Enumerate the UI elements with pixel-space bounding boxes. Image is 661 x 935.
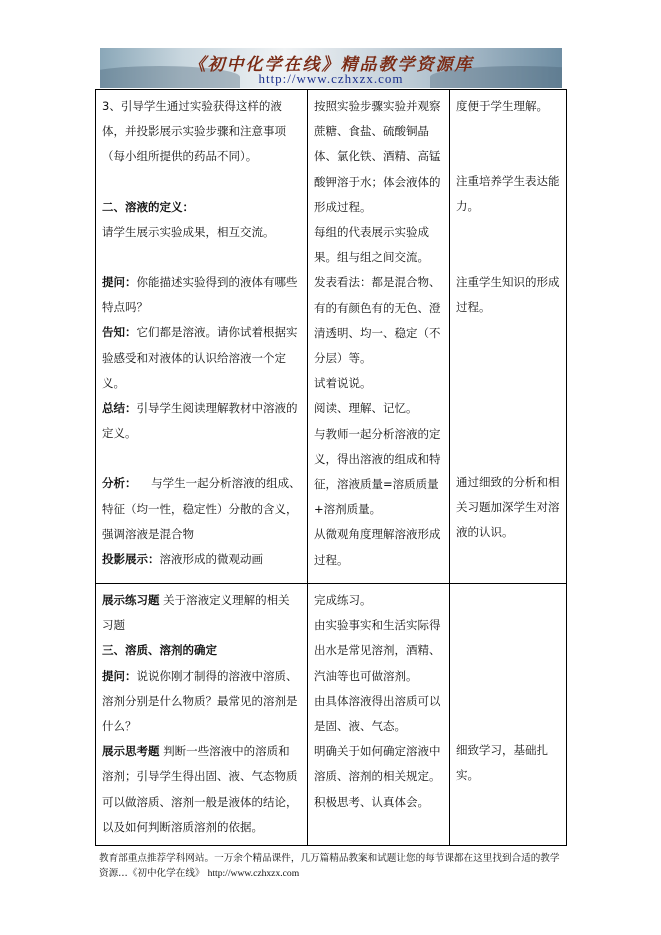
student-activity-text: 按照实验步骤实验并观察蔗糖、食盐、硫酸铜晶体、氯化铁、酒精、高锰酸钾溶于水；体会液体的形成过程。 — [314, 99, 441, 214]
exercise-label: 展示练习题 — [102, 593, 160, 607]
student-activity-cell — [308, 90, 450, 584]
analysis-text: 与学生一起分析溶液的组成、特征（均一性，稳定性）分散的含义，强调溶液是混合物 — [102, 476, 301, 541]
question-text: 说说你刚才制得的溶液中溶质、溶剂分别是什么物质？最常见的溶剂是什么？ — [102, 668, 298, 734]
header-banner — [100, 48, 562, 88]
student-activity-text: 阅读、理解、记忆。 — [314, 401, 418, 416]
question-label: 提问： — [102, 275, 137, 290]
question-block — [102, 270, 301, 320]
student-activity-cell — [308, 584, 450, 846]
banner-title: 《初中化学在线》精品教学资源库 — [188, 55, 474, 75]
student-activity-text: 发表看法：都是混合物、有的有颜色有的无色、澄清透明、均一、稳定（不分层）等。 — [314, 275, 441, 366]
page-footer — [99, 851, 569, 881]
student-activity-text: 明确关于如何确定溶液中溶质、溶剂的相关规定。 — [314, 744, 441, 784]
thinking-text: 判断一些溶液中的溶质和溶剂；引导学生得出固、液、气态物质可以做溶质、溶剂一般是液体的结论，以及如何判断溶质溶剂的依据。 — [102, 744, 298, 834]
design-intent-text: 注重培养学生表达能力。 — [456, 174, 560, 214]
section-title: 三、溶质、溶剂的确定 — [102, 643, 217, 658]
analysis-block — [102, 471, 301, 547]
student-activity-text: 由具体溶液得出溶质可以是固、液、气态。 — [314, 693, 441, 734]
design-intent-text: 度便于学生理解。 — [456, 99, 548, 113]
design-intent-cell — [450, 584, 567, 846]
student-activity-text: 试着说说。 — [314, 376, 372, 391]
summary-text: 引导学生阅读理解教材中溶液的定义。 — [102, 401, 298, 441]
analysis-label: 分析： — [102, 476, 137, 491]
design-intent-text: 通过细致的分析和相关习题加深学生对溶液的认识。 — [456, 475, 560, 540]
lesson-plan-table — [95, 89, 567, 846]
projection-label: 投影展示： — [102, 552, 160, 567]
table-row — [96, 584, 567, 846]
tell-label: 告知： — [102, 325, 137, 340]
student-activity-text: 积极思考、认真体会。 — [314, 794, 429, 809]
teacher-activity-cell — [96, 584, 308, 846]
design-intent-cell — [450, 90, 567, 584]
tell-block — [102, 320, 301, 396]
design-intent-text: 细致学习，基础扎实。 — [456, 743, 548, 783]
section-title: 二、溶液的定义： — [102, 199, 194, 214]
student-activity-text: 完成练习。 — [314, 593, 372, 607]
design-intent-text: 注重学生知识的形成过程。 — [456, 274, 560, 314]
student-activity-text: 与教师一起分析溶液的定义，得出溶液的组成和特征，溶液质量=溶质质量+溶剂质量。 — [314, 426, 441, 517]
question-label: 提问： — [102, 668, 137, 683]
student-activity-text: 由实验事实和生活实际得出水是常见溶剂，酒精、汽油等也可做溶剂。 — [314, 618, 441, 683]
footer-text: 教育部重点推荐学科网站。一万余个精品课件，几万篇精品教案和试题让您的每节课都在这里找到合适的教学资源…《初中化学在线》 — [99, 853, 560, 879]
question-text: 你能描述实验得到的液体有哪些特点吗？ — [102, 275, 298, 315]
projection-block — [102, 547, 301, 572]
intro-text: 3、引导学生通过实验获得这样的液体，并投影展示实验步骤和注意事项（每小组所提供的药品不同）。 — [102, 99, 286, 164]
banner-url[interactable]: http://www.czhxzx.com — [258, 71, 404, 86]
summary-block — [102, 396, 301, 446]
exercise-block — [102, 588, 301, 638]
student-activity-text: 从微观角度理解溶液形成过程。 — [314, 527, 441, 567]
thinking-label: 展示思考题 — [102, 744, 160, 759]
projection-text: 溶液形成的微观动画 — [159, 552, 263, 567]
tell-text: 它们都是溶液。请你试着根据实验感受和对液体的认识给溶液一个定义。 — [102, 325, 298, 390]
question-block — [102, 664, 301, 740]
instruction-text: 请学生展示实验成果，相互交流。 — [102, 224, 275, 239]
footer-url[interactable]: http://www.czhxzx.com — [207, 868, 300, 879]
table-row — [96, 90, 567, 584]
teacher-activity-cell — [96, 90, 308, 584]
summary-label: 总结： — [102, 401, 137, 416]
student-activity-text: 每组的代表展示实验成果。组与组之间交流。 — [314, 225, 429, 265]
thinking-block — [102, 739, 301, 840]
exercise-text: 关于溶液定义理解的相关习题 — [102, 593, 290, 633]
